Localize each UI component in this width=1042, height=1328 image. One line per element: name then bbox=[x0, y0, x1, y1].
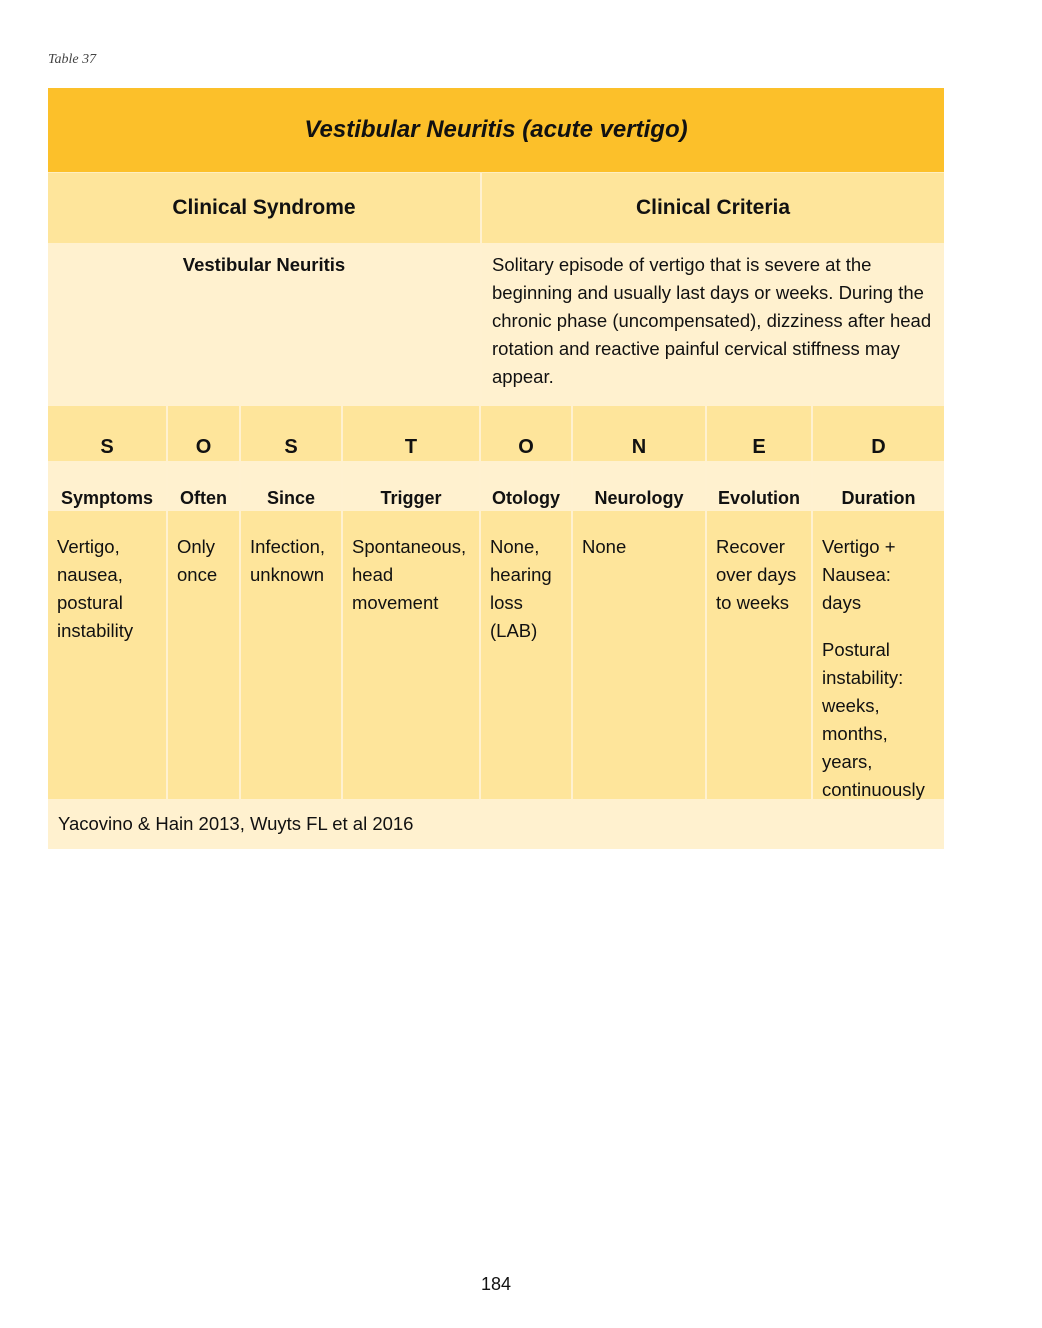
value-often: Only once bbox=[168, 511, 241, 799]
page-number: 184 bbox=[480, 1274, 512, 1294]
label-duration: Duration bbox=[841, 488, 916, 508]
label-since: Since bbox=[241, 461, 343, 511]
label-evolution: Evolution bbox=[707, 461, 813, 511]
value-otology: None, hearing loss (LAB) bbox=[481, 511, 573, 799]
value-evolution: Recover over days to weeks bbox=[707, 511, 813, 799]
values-row bbox=[48, 511, 944, 799]
sostend-table bbox=[48, 88, 944, 849]
label-symptoms: Symptoms bbox=[48, 461, 168, 511]
table-title: Vestibular Neuritis (acute vertigo) bbox=[48, 88, 944, 172]
letter-cell: E bbox=[707, 406, 813, 461]
value-neurology: None bbox=[573, 511, 707, 799]
label-neurology: Neurology bbox=[573, 461, 707, 511]
acronym-letter-row bbox=[48, 405, 944, 461]
clinical-criteria-header: Clinical Criteria bbox=[635, 196, 791, 219]
value-since: Infection, unknown bbox=[241, 511, 343, 799]
letter-cell: T bbox=[343, 406, 481, 461]
citation-footer: Yacovino & Hain 2013, Wuyts FL et al 2016 bbox=[48, 799, 944, 849]
value-symptoms: Vertigo, nausea, postural instability bbox=[48, 511, 168, 799]
letter-cell: S bbox=[241, 406, 343, 461]
value-trigger: Spontaneous, head movement bbox=[343, 511, 481, 799]
criteria-text: Solitary episode of vertigo that is severe at the beginning and usually last days or weeks. During the chronic phase (uncompensated), dizziness after head rotation and reactive painful cervical stiffness may appear. bbox=[492, 254, 932, 387]
section-header-row bbox=[48, 172, 944, 243]
label-otology: Otology bbox=[481, 461, 573, 511]
description-row bbox=[48, 243, 944, 405]
category-label-row bbox=[48, 461, 944, 511]
letter-cell: O bbox=[481, 406, 573, 461]
label-often: Often bbox=[168, 461, 241, 511]
syndrome-name: Vestibular Neuritis bbox=[48, 243, 482, 405]
letter-cell: O bbox=[168, 406, 241, 461]
table-caption: Table 37 bbox=[48, 52, 97, 67]
letter-cell: D bbox=[871, 436, 886, 458]
duration-postural-instability: Postural instability: weeks, months, years, continuously bbox=[822, 639, 925, 800]
duration-vertigo-nausea: Vertigo + Nausea: days bbox=[822, 536, 896, 613]
letter-cell: S bbox=[48, 406, 168, 461]
letter-cell: N bbox=[573, 406, 707, 461]
value-duration bbox=[813, 511, 944, 799]
label-trigger: Trigger bbox=[343, 461, 481, 511]
clinical-syndrome-header: Clinical Syndrome bbox=[48, 173, 482, 243]
